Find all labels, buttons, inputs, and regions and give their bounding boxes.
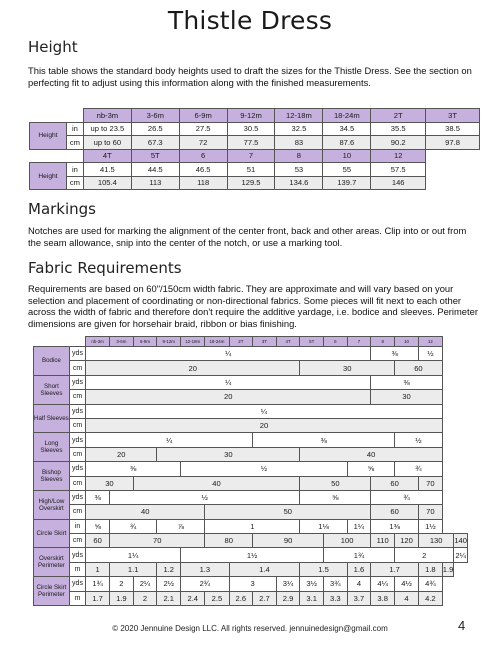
unit-label: yds: [69, 548, 85, 562]
fabric-value-cell: 2.5: [205, 591, 229, 605]
fabric-value-cell: ¼: [86, 347, 371, 361]
markings-description: Notches are used for marking the alignment of the center front, back and other areas. Clip into or out from the seam allowance, snip into the center of the notch, or use a marking tool.: [28, 225, 467, 248]
height-row-label: Height: [30, 163, 67, 190]
fabric-value-cell: 70: [418, 505, 442, 519]
height-in-value: 51: [227, 163, 275, 177]
height-cm-value: 90.2: [371, 136, 426, 150]
fabric-value-cell: 3.8: [371, 591, 395, 605]
fabric-value-cell: 30: [157, 447, 300, 461]
fabric-value-cell: ⅝: [300, 490, 371, 504]
fabric-value-cell: ¾: [371, 490, 443, 504]
fabric-value-cell: 40: [133, 476, 300, 490]
unit-label: cm: [69, 361, 85, 375]
height-size-header: 2T: [371, 109, 426, 123]
fabric-value-cell: 140: [454, 534, 468, 548]
fabric-value-cell: 90: [253, 534, 324, 548]
fabric-size-header: 2T: [229, 337, 253, 347]
fabric-value-cell: 20: [86, 361, 300, 375]
fabric-size-header: 10: [395, 337, 419, 347]
fabric-size-header: 3T: [253, 337, 277, 347]
fabric-value-cell: 60: [86, 534, 110, 548]
height-size-header: 3T: [426, 109, 480, 123]
height-in-value: 26.5: [131, 122, 179, 136]
fabric-value-cell: 1½: [418, 519, 442, 533]
fabric-value-cell: 1.7: [371, 562, 419, 576]
height-cm-value: 113: [131, 176, 179, 190]
height-size-header: 6-9m: [179, 109, 227, 123]
height-cm-value: 146: [371, 176, 426, 190]
height-header-blank: [30, 109, 84, 123]
height-size-header: 6: [179, 149, 227, 163]
fabric-value-cell: 3½: [300, 577, 324, 591]
fabric-value-cell: 30: [300, 361, 395, 375]
fabric-group-label: Long Sleeves: [34, 433, 70, 462]
fabric-size-header: 3-6m: [110, 337, 134, 347]
fabric-value-cell: 4½: [395, 577, 419, 591]
fabric-value-cell: 1.6: [347, 562, 371, 576]
fabric-value-cell: 4: [347, 577, 371, 591]
fabric-value-cell: 50: [300, 476, 371, 490]
fabric-value-cell: ½: [181, 462, 347, 476]
unit-label: cm: [69, 534, 85, 548]
height-description: This table shows the standard body heights used to draft the sizes for the Thistle Dress. See the section on perfecting fit to adjust using this information along with the finished measurements.: [28, 65, 472, 88]
fabric-value-cell: 20: [86, 390, 371, 404]
fabric-value-cell: 100: [324, 534, 371, 548]
fabric-value-cell: 3: [229, 577, 276, 591]
fabric-value-cell: 70: [418, 476, 442, 490]
fabric-value-cell: ¼: [86, 433, 253, 447]
fabric-value-cell: 1.8: [418, 562, 442, 576]
fabric-value-cell: ½: [110, 490, 300, 504]
fabric-description: Requirements are based on 60"/150cm width fabric. They are approximate and will vary based on your selection and placement of coordinating or non-directional fabrics. Some pieces will fit next to each other across the width of fabric and therefore don't require the additive yardage, i.e. bodice and sleeves. Perimeter dimensions are given for horsehair braid, ribbon or bias finishing.: [28, 283, 478, 329]
fabric-value-cell: 1⅛: [300, 519, 347, 533]
fabric-value-cell: 4: [395, 591, 419, 605]
fabric-size-header: 12: [418, 337, 442, 347]
markings-heading: Markings: [28, 200, 96, 218]
unit-label: cm: [69, 476, 85, 490]
unit-label: in: [66, 122, 83, 136]
fabric-value-cell: 3¾: [324, 577, 348, 591]
height-cm-value: 129.5: [227, 176, 275, 190]
fabric-value-cell: 2.7: [253, 591, 277, 605]
fabric-value-cell: 1.3: [181, 562, 229, 576]
height-in-value: 44.5: [131, 163, 179, 177]
fabric-value-cell: ¾: [110, 519, 157, 533]
height-heading: Height: [28, 38, 78, 56]
fabric-value-cell: 2¼: [454, 548, 468, 562]
fabric-value-cell: ⅜: [253, 433, 395, 447]
height-size-header: 5T: [131, 149, 179, 163]
height-header-blank: [30, 149, 84, 163]
fabric-value-cell: 2.9: [276, 591, 300, 605]
fabric-value-cell: ⅜: [371, 347, 419, 361]
fabric-value-cell: 60: [371, 505, 419, 519]
page-title: Thistle Dress: [167, 6, 333, 35]
fabric-size-header: 7: [347, 337, 371, 347]
fabric-value-cell: 1.1: [110, 562, 157, 576]
fabric-value-cell: ¼: [86, 375, 371, 389]
fabric-value-cell: 1.9: [110, 591, 134, 605]
fabric-value-cell: 4.2: [418, 591, 442, 605]
height-in-value: 41.5: [83, 163, 131, 177]
height-in-value: 53: [275, 163, 323, 177]
fabric-value-cell: 4¾: [418, 577, 442, 591]
height-cm-value: 77.5: [227, 136, 275, 150]
height-size-header: 9-12m: [227, 109, 275, 123]
fabric-value-cell: 1½: [181, 548, 324, 562]
fabric-value-cell: 20: [86, 447, 157, 461]
unit-label: yds: [69, 462, 85, 476]
height-cm-value: 97.8: [426, 136, 480, 150]
height-in-value: 34.5: [323, 122, 371, 136]
fabric-value-cell: ¾: [395, 462, 443, 476]
fabric-requirements-table: [33, 336, 468, 606]
fabric-value-cell: 30: [371, 390, 443, 404]
fabric-value-cell: 1¼: [86, 548, 181, 562]
height-size-header: 18-24m: [323, 109, 371, 123]
unit-label: yds: [69, 433, 85, 447]
fabric-group-label: Bishop Sleeves: [34, 462, 70, 491]
height-size-header: 8: [275, 149, 323, 163]
height-cm-value: 105.4: [83, 176, 131, 190]
fabric-value-cell: 1¼: [347, 519, 371, 533]
fabric-value-cell: ⅜: [86, 462, 181, 476]
fabric-value-cell: 80: [205, 534, 253, 548]
height-in-value: 30.5: [227, 122, 275, 136]
fabric-value-cell: 2: [395, 548, 454, 562]
fabric-group-label: Circle Skirt Perimeter: [34, 577, 70, 606]
fabric-value-cell: 30: [86, 476, 134, 490]
fabric-value-cell: 3.1: [300, 591, 324, 605]
height-in-value: up to 23.5: [83, 122, 131, 136]
fabric-value-cell: 40: [86, 505, 205, 519]
height-in-value: 38.5: [426, 122, 480, 136]
fabric-value-cell: 2: [133, 591, 157, 605]
unit-label: cm: [69, 447, 85, 461]
fabric-group-label: Half Sleeves: [34, 404, 70, 433]
unit-label: cm: [69, 505, 85, 519]
fabric-value-cell: 70: [110, 534, 205, 548]
fabric-value-cell: 50: [205, 505, 371, 519]
fabric-value-cell: ½: [395, 433, 443, 447]
fabric-value-cell: 3.7: [347, 591, 371, 605]
fabric-value-cell: 1.7: [86, 591, 110, 605]
fabric-value-cell: 1: [86, 562, 110, 576]
unit-label: yds: [69, 347, 85, 361]
height-size-header: 3-6m: [131, 109, 179, 123]
height-in-value: 57.5: [371, 163, 426, 177]
fabric-value-cell: ⅝: [347, 462, 394, 476]
height-cm-value: 72: [179, 136, 227, 150]
fabric-header-blank: [34, 337, 86, 347]
unit-label: yds: [69, 490, 85, 504]
height-in-value: 32.5: [275, 122, 323, 136]
fabric-group-label: High/Low Overskirt: [34, 490, 70, 519]
unit-label: cm: [66, 136, 83, 150]
unit-label: yds: [69, 404, 85, 418]
page-number: 4: [458, 618, 466, 633]
fabric-group-label: Overskirt Perimeter: [34, 548, 70, 577]
height-in-value: 35.5: [371, 122, 426, 136]
height-size-header: 12-18m: [275, 109, 323, 123]
unit-label: cm: [69, 418, 85, 432]
fabric-value-cell: 1.5: [300, 562, 347, 576]
fabric-value-cell: 120: [395, 534, 419, 548]
fabric-value-cell: ⅞: [157, 519, 205, 533]
fabric-size-header: 18-24m: [205, 337, 229, 347]
unit-label: in: [69, 519, 85, 533]
height-in-value: 27.5: [179, 122, 227, 136]
fabric-value-cell: 2.4: [181, 591, 205, 605]
unit-label: m: [69, 562, 85, 576]
unit-label: m: [69, 591, 85, 605]
height-table: [29, 108, 480, 190]
fabric-value-cell: 60: [395, 361, 443, 375]
fabric-value-cell: 1⅜: [371, 519, 419, 533]
fabric-size-header: 9-12m: [157, 337, 181, 347]
height-size-header: nb-3m: [83, 109, 131, 123]
fabric-value-cell: 1.4: [229, 562, 300, 576]
fabric-value-cell: 2¾: [181, 577, 229, 591]
height-cm-value: 83: [275, 136, 323, 150]
height-in-value: 46.5: [179, 163, 227, 177]
unit-label: cm: [69, 390, 85, 404]
fabric-value-cell: ⅝: [86, 519, 110, 533]
fabric-value-cell: 1.9: [442, 562, 454, 576]
fabric-size-header: 6: [324, 337, 348, 347]
unit-label: yds: [69, 375, 85, 389]
fabric-heading: Fabric Requirements: [28, 259, 182, 277]
fabric-size-header: 8: [371, 337, 395, 347]
height-cm-value: 139.7: [323, 176, 371, 190]
fabric-size-header: 4T: [276, 337, 300, 347]
height-cm-value: up to 60: [83, 136, 131, 150]
fabric-size-header: 6-9m: [133, 337, 157, 347]
unit-label: in: [66, 163, 83, 177]
fabric-value-cell: 1.2: [157, 562, 181, 576]
height-row-label: Height: [30, 122, 67, 149]
height-cm-value: 67.3: [131, 136, 179, 150]
height-cm-value: 118: [179, 176, 227, 190]
fabric-group-label: Short Sleeves: [34, 375, 70, 404]
fabric-value-cell: 40: [300, 447, 442, 461]
fabric-value-cell: 110: [371, 534, 395, 548]
height-size-header: 4T: [83, 149, 131, 163]
fabric-value-cell: 60: [371, 476, 419, 490]
fabric-value-cell: 130: [418, 534, 453, 548]
fabric-size-header: 12-18m: [181, 337, 205, 347]
height-in-value: 55: [323, 163, 371, 177]
height-size-header: 7: [227, 149, 275, 163]
fabric-group-label: Bodice: [34, 347, 70, 376]
height-size-header: 12: [371, 149, 426, 163]
fabric-value-cell: 2.1: [157, 591, 181, 605]
fabric-value-cell: 1¾: [86, 577, 110, 591]
fabric-size-header: nb-3m: [86, 337, 110, 347]
height-cm-value: 134.6: [275, 176, 323, 190]
footer-copyright: © 2020 Jennuine Design LLC. All rights reserved. jennuinedesign@gmail.com: [112, 624, 388, 633]
fabric-value-cell: 2¼: [133, 577, 157, 591]
fabric-group-label: Circle Skirt: [34, 519, 70, 548]
fabric-value-cell: 20: [86, 418, 443, 432]
fabric-value-cell: 3¼: [276, 577, 300, 591]
fabric-value-cell: ⅜: [86, 490, 110, 504]
fabric-value-cell: 4¼: [371, 577, 395, 591]
unit-label: cm: [66, 176, 83, 190]
height-cm-value: 87.6: [323, 136, 371, 150]
fabric-value-cell: 3.3: [324, 591, 348, 605]
fabric-value-cell: ¼: [86, 404, 443, 418]
fabric-value-cell: 1¾: [324, 548, 395, 562]
fabric-size-header: 5T: [300, 337, 324, 347]
unit-label: yds: [69, 577, 85, 591]
height-size-header: 10: [323, 149, 371, 163]
fabric-value-cell: ⅜: [371, 375, 443, 389]
fabric-value-cell: 1: [205, 519, 300, 533]
fabric-value-cell: 2½: [157, 577, 181, 591]
fabric-value-cell: 2: [110, 577, 134, 591]
fabric-value-cell: 2.6: [229, 591, 253, 605]
fabric-value-cell: ½: [418, 347, 442, 361]
